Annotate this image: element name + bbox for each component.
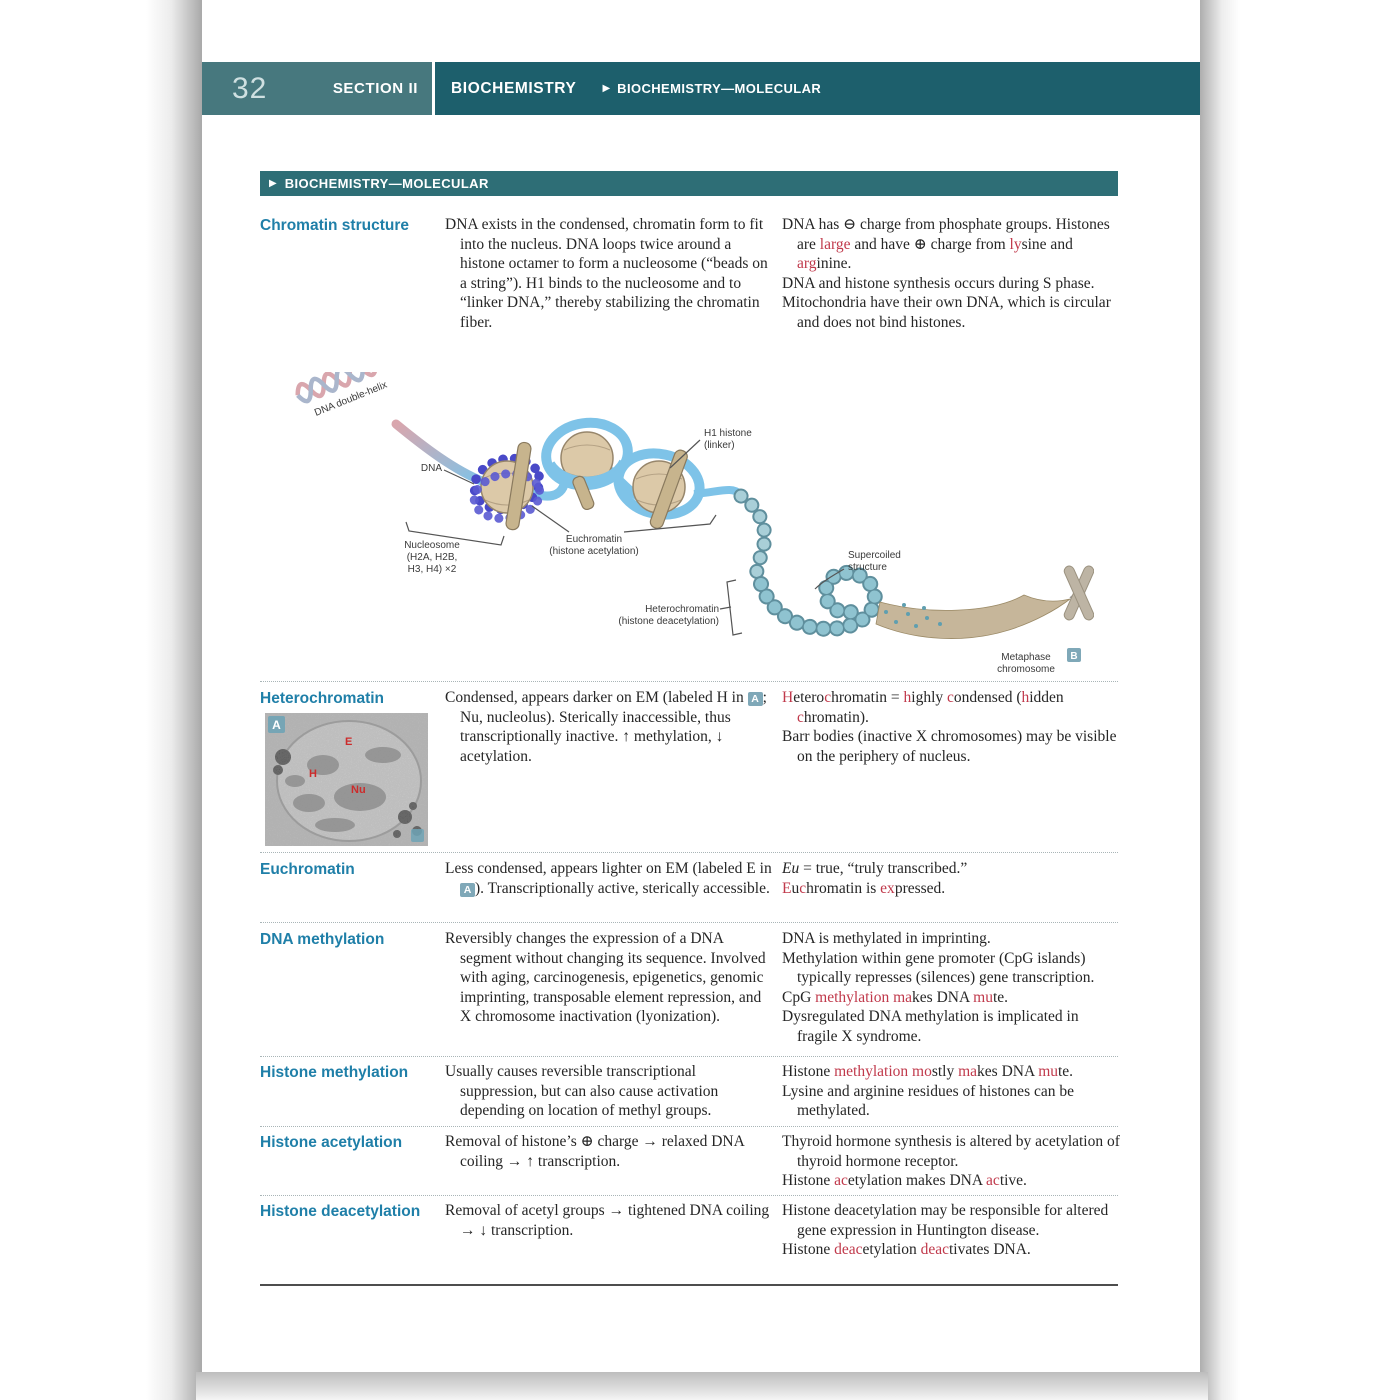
row-definition bbox=[445, 215, 775, 332]
row-term: Euchromatin bbox=[260, 861, 355, 878]
paragraph: Histone methylation mostly makes DNA mute. bbox=[782, 1063, 1074, 1080]
paragraph: Usually causes reversible transcriptional suppression, but can also cause activation depending on location of methyl groups. bbox=[445, 1063, 719, 1119]
nucleosome-label-line3: H3, H4) ×2 bbox=[407, 564, 457, 575]
row-notes bbox=[782, 1132, 1122, 1191]
row-separator bbox=[260, 1126, 1118, 1127]
em-ref-badge bbox=[268, 716, 285, 733]
row-separator bbox=[260, 1056, 1118, 1057]
condensed-fiber bbox=[876, 595, 1070, 639]
paragraph: Eu = true, “truly transcribed.” bbox=[782, 860, 968, 877]
nucleosome-label-line2: (H2A, H2B, bbox=[406, 552, 458, 563]
paragraph: Histone deacetylation may be responsible for altered gene expression in Huntington disease. bbox=[782, 1202, 1109, 1239]
section-banner bbox=[260, 171, 1118, 196]
page-number: 32 bbox=[232, 71, 268, 105]
em-label-nucleolus: Nu bbox=[351, 784, 366, 796]
em-label-euchromatin: E bbox=[345, 736, 353, 748]
paragraph: Less condensed, appears lighter on EM (labeled E in A ). Transcriptionally active, sterically accessible. bbox=[445, 860, 772, 897]
paragraph: Euchromatin is expressed. bbox=[782, 879, 946, 897]
paragraph: Methylation within gene promoter (CpG islands) typically represses (silences) gene transcription. bbox=[782, 949, 1095, 986]
row-definition bbox=[445, 1062, 775, 1121]
metaphase-label-line2: chromosome bbox=[997, 664, 1055, 672]
paragraph: Histone acetylation makes DNA active. bbox=[782, 1172, 1027, 1189]
row-definition bbox=[445, 1201, 775, 1240]
breadcrumb bbox=[602, 81, 821, 96]
breadcrumb-arrow-icon: ▶ bbox=[602, 83, 611, 94]
row-definition bbox=[445, 929, 775, 1027]
em-label-heterochromatin: H bbox=[309, 768, 317, 780]
row-notes bbox=[782, 929, 1122, 1046]
next-page-edge bbox=[196, 1372, 1208, 1400]
row-definition bbox=[445, 1132, 775, 1171]
row-term: Histone methylation bbox=[260, 1064, 409, 1081]
paragraph: DNA and histone synthesis occurs during S phase. bbox=[782, 274, 1095, 292]
h1-histone-label-line1: H1 histone bbox=[704, 428, 752, 439]
row-separator bbox=[260, 852, 1118, 853]
heterochromatin-label-line2: (histone deacetylation) bbox=[618, 616, 719, 627]
paragraph: DNA is methylated in imprinting. bbox=[782, 930, 991, 947]
row-definition bbox=[445, 859, 775, 898]
metaphase-chromosome bbox=[1063, 564, 1094, 621]
nucleus-em-image bbox=[265, 713, 428, 846]
row-term: Histone deacetylation bbox=[260, 1203, 421, 1220]
row-term: Histone acetylation bbox=[260, 1134, 403, 1151]
row-notes bbox=[782, 859, 1122, 898]
section-label: SECTION II bbox=[332, 80, 418, 97]
breadcrumb-label: BIOCHEMISTRY—MOLECULAR bbox=[617, 81, 822, 96]
paragraph: Thyroid hormone synthesis is altered by acetylation of thyroid hormone receptor. bbox=[782, 1133, 1120, 1170]
euchromatin-label-line1: Euchromatin bbox=[565, 534, 623, 545]
row-separator bbox=[260, 1195, 1118, 1196]
chromatin-structure-diagram bbox=[264, 372, 1094, 672]
row-notes bbox=[782, 688, 1122, 766]
paragraph: DNA has ⊖ charge from phosphate groups. Histones are large and have ⊕ charge from lysine and arginine. bbox=[782, 216, 1110, 272]
paragraph: Condensed, appears darker on EM (labeled H in A ; Nu, nucleolus). Sterically inaccessible, thus transcriptionally inactive. ↑ methylation, ↓ acetylation. bbox=[445, 689, 767, 765]
paragraph: Barr bodies (inactive X chromosomes) may be visible on the periphery of nucleus. bbox=[782, 728, 1117, 765]
row-definition bbox=[445, 688, 775, 766]
paragraph: Removal of histone’s ⊕ charge → relaxed DNA coiling → ↑ transcription. bbox=[445, 1133, 744, 1170]
dna-label: DNA bbox=[420, 463, 442, 474]
row-term: Heterochromatin bbox=[260, 690, 385, 707]
page-header-right bbox=[435, 62, 1200, 115]
row-separator bbox=[260, 681, 1118, 682]
page-header bbox=[202, 62, 1200, 115]
chapter-title: BIOCHEMISTRY bbox=[451, 79, 577, 97]
row-notes bbox=[782, 1062, 1122, 1121]
h1-histone-label-line2: (linker) bbox=[704, 440, 735, 451]
svg-text:A: A bbox=[272, 718, 281, 732]
supercoiled-label-line1: Supercoiled bbox=[848, 550, 901, 561]
metaphase-label-line1: Metaphase bbox=[1001, 652, 1051, 663]
supercoiled-label-line2: structure bbox=[848, 562, 887, 573]
metaphase-ref-badge bbox=[1067, 648, 1081, 662]
heterochromatin-label-line1: Heterochromatin bbox=[645, 604, 719, 615]
paragraph: Removal of acetyl groups → tightened DNA coiling → ↓ transcription. bbox=[445, 1202, 770, 1239]
row-term: Chromatin structure bbox=[260, 217, 409, 234]
page-right-shadow bbox=[1200, 0, 1240, 1400]
supercoiled-structure bbox=[761, 573, 875, 629]
paragraph: Histone deacetylation deactivates DNA. bbox=[782, 1241, 1031, 1258]
nucleosome-label-line1: Nucleosome bbox=[404, 540, 460, 551]
em-zoom-badge bbox=[411, 829, 424, 842]
svg-text:B: B bbox=[1070, 651, 1078, 662]
table-bottom-rule bbox=[260, 1284, 1118, 1286]
paragraph: Dysregulated DNA methylation is implicated in fragile X syndrome. bbox=[782, 1008, 1079, 1045]
euchromatin-label-line2: (histone acetylation) bbox=[549, 546, 639, 557]
row-separator bbox=[260, 922, 1118, 923]
section-banner-arrow-icon: ▶ bbox=[269, 178, 277, 189]
row-notes bbox=[782, 215, 1122, 332]
page-header-left bbox=[202, 62, 432, 115]
paragraph: CpG methylation makes DNA mute. bbox=[782, 988, 1009, 1006]
paragraph: Reversibly changes the expression of a DNA segment without changing its sequence. Involved with aging, carcinogenesis, epigenetics, genomic imprinting, transposable element repression, and X chromosome inactivation (lyonization). bbox=[445, 930, 766, 1025]
row-term: DNA methylation bbox=[260, 931, 385, 948]
dna-double-helix-label: DNA double-helix bbox=[313, 379, 389, 419]
paragraph: DNA exists in the condensed, chromatin form to fit into the nucleus. DNA loops twice around a histone octamer to form a nucleosome (“beads on a string”). H1 binds to the nucleosome and to “linker DNA,” thereby stabilizing the chromatin fiber. bbox=[445, 216, 768, 331]
section-banner-title: BIOCHEMISTRY—MOLECULAR bbox=[284, 176, 489, 191]
page-left-shadow bbox=[146, 0, 202, 1400]
paragraph: Lysine and arginine residues of histones can be methylated. bbox=[782, 1082, 1074, 1119]
row-notes bbox=[782, 1201, 1122, 1260]
nucleosome-1 bbox=[469, 442, 545, 531]
paragraph: Heterochromatin = highly condensed (hidden chromatin). bbox=[782, 689, 1064, 726]
paragraph: Mitochondria have their own DNA, which is circular and does not bind histones. bbox=[782, 294, 1111, 331]
book-page bbox=[202, 0, 1200, 1372]
